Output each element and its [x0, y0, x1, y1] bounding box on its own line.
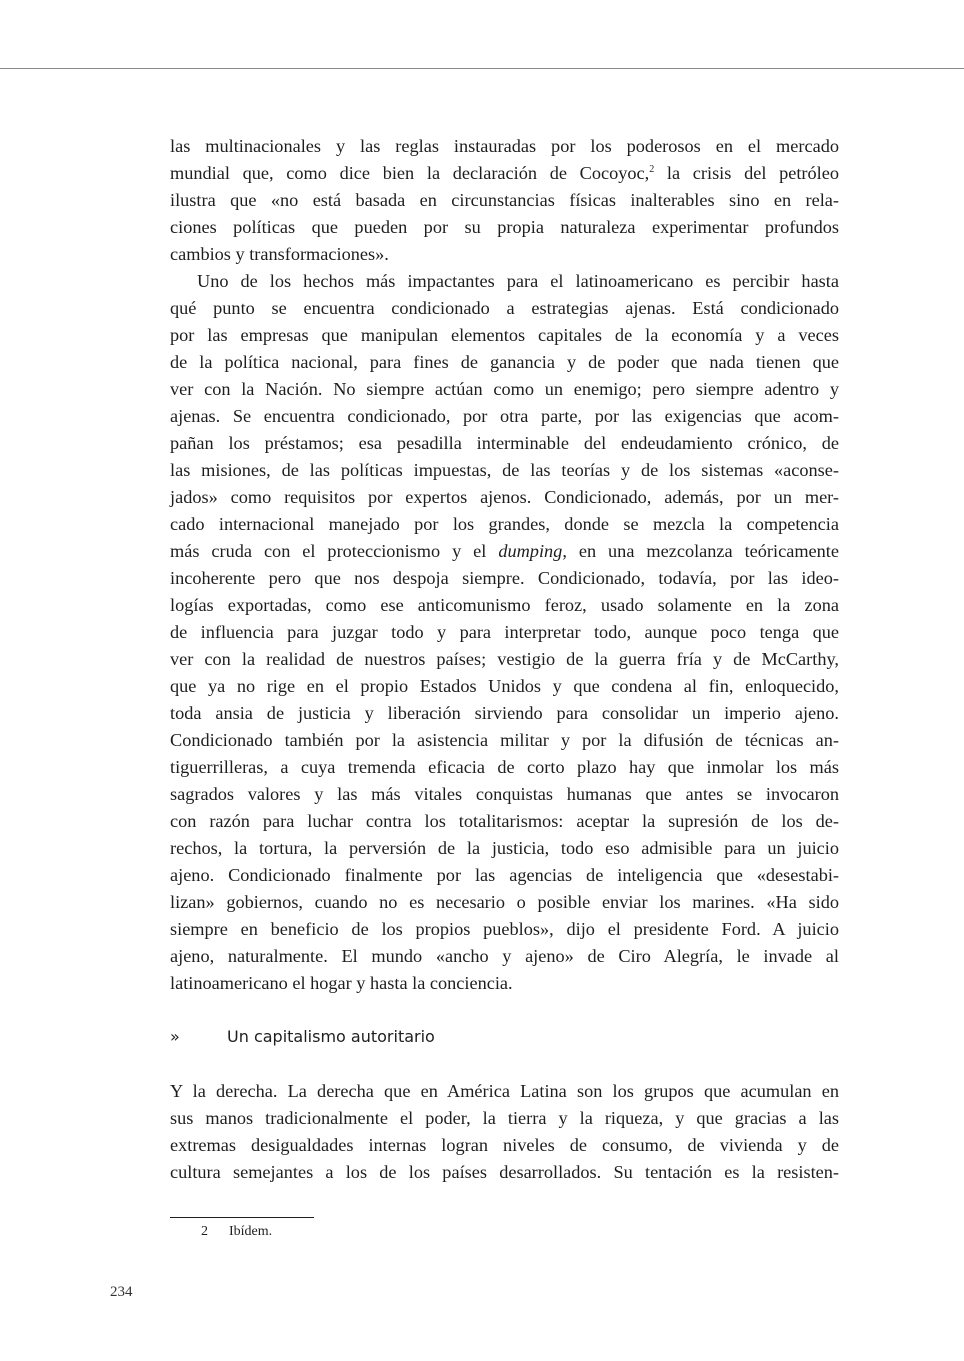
body-text-after-section: [170, 1078, 839, 1186]
text-line: siempre en beneficio de los propios pueblos», dijo el presidente Ford. A juicio: [170, 919, 839, 939]
text-line: logías exportadas, como ese anticomunismo feroz, usado solamente en la zona: [170, 595, 839, 615]
text-line: Uno de los hechos más impactantes para el latinoamericano es percibir hasta: [197, 271, 839, 291]
section-heading: [170, 1024, 839, 1050]
text-line: lizan» gobiernos, cuando no es necesario o posible enviar los marines. «Ha sido: [170, 892, 839, 912]
text-line: incoherente pero que nos despoja siempre. Condicionado, todavía, por las ideo-: [170, 568, 839, 588]
text-line: toda ansia de justicia y liberación sirviendo para consolidar un imperio ajeno.: [170, 703, 839, 723]
text-line: sus manos tradicionalmente el poder, la tierra y la riqueza, y que gracias a las: [170, 1108, 839, 1128]
text-line: cambios y transformaciones».: [170, 244, 389, 264]
text-line: ilustra que «no está basada en circunstancias físicas inalterables sino en rela-: [170, 190, 839, 210]
text-line: extremas desigualdades internas logran niveles de consumo, de vivienda y de: [170, 1135, 839, 1155]
text-line: pañan los préstamos; esa pesadilla interminable del endeudamiento crónico, de: [170, 433, 839, 453]
text-line: de la política nacional, para fines de ganancia y de poder que nada tienen que: [170, 352, 839, 372]
footnote-rule: [170, 1217, 314, 1218]
text-line: cado internacional manejado por los grandes, donde se mezcla la competencia: [170, 514, 839, 534]
paragraph: [170, 268, 839, 997]
text-line: con razón para luchar contra los totalitarismos: aceptar la supresión de los de-: [170, 811, 839, 831]
text-line: que ya no rige en el propio Estados Unidos y que condena al fin, enloquecido,: [170, 676, 839, 696]
section-marker: »: [170, 1027, 180, 1046]
paragraph: [170, 133, 839, 268]
text-line: ajeno, naturalmente. El mundo «ancho y ajeno» de Ciro Alegría, le invade al: [170, 946, 839, 966]
section-title: Un capitalismo autoritario: [227, 1027, 435, 1046]
text-line: jados» como requisitos por expertos ajenos. Condicionado, además, por un mer-: [170, 487, 839, 507]
text-line: Condicionado también por la asistencia militar y por la difusión de técnicas an-: [170, 730, 839, 750]
text-line: cultura semejantes a los de los países desarrollados. Su tentación es la resisten-: [170, 1162, 839, 1182]
text-line: rechos, la tortura, la perversión de la justicia, todo eso admisible para un juicio: [170, 838, 839, 858]
paragraph: [170, 1078, 839, 1186]
text-line: qué punto se encuentra condicionado a estrategias ajenas. Está condicionado: [170, 298, 839, 318]
text-line: ajeno. Condicionado finalmente por las agencias de inteligencia que «desestabi-: [170, 865, 839, 885]
text-line: de influencia para juzgar todo y para interpretar todo, aunque poco tenga que: [170, 622, 839, 642]
text-line: mundial que, como dice bien la declaración de Cocoyoc,$^2$ la crisis del petróleo: [170, 163, 839, 183]
text-line: Y la derecha. La derecha que en América Latina son los grupos que acumulan en: [170, 1081, 839, 1101]
footnote-number: 2: [201, 1224, 208, 1239]
text-line: ver con la realidad de nuestros países; vestigio de la guerra fría y de McCarthy,: [170, 649, 839, 669]
text-line: ajenas. Se encuentra condicionado, por otra parte, por las exigencias que acom-: [170, 406, 839, 426]
text-line: las misiones, de las políticas impuestas, de las teorías y de los sistemas «aconse-: [170, 460, 839, 480]
body-text-before-section: [170, 133, 839, 997]
text-line: más cruda con el proteccionismo y el dumping, en una mezcolanza teóricamente: [170, 541, 839, 561]
footnote-reference: 2: [649, 164, 655, 175]
text-line: las multinacionales y las reglas instauradas por los poderosos en el mercado: [170, 136, 839, 156]
text-line: ciones políticas que pueden por su propia naturaleza experimentar profundos: [170, 217, 839, 237]
footnote-text: Ibídem.: [229, 1224, 273, 1239]
text-line: latinoamericano el hogar y hasta la conciencia.: [170, 973, 513, 993]
italic-term: dumping: [498, 541, 563, 561]
text-line: sagrados valores y las más vitales conquistas humanas que antes se invocaron: [170, 784, 839, 804]
text-line: ver con la Nación. No siempre actúan como un enemigo; pero siempre adentro y: [170, 379, 839, 399]
text-line: por las empresas que manipulan elementos capitales de la economía y a veces: [170, 325, 839, 345]
header-rule: [0, 68, 964, 69]
text-line: tiguerrilleras, a cuya tremenda eficacia de corto plazo hay que inmolar los más: [170, 757, 839, 777]
page-number: 234: [110, 1284, 133, 1300]
